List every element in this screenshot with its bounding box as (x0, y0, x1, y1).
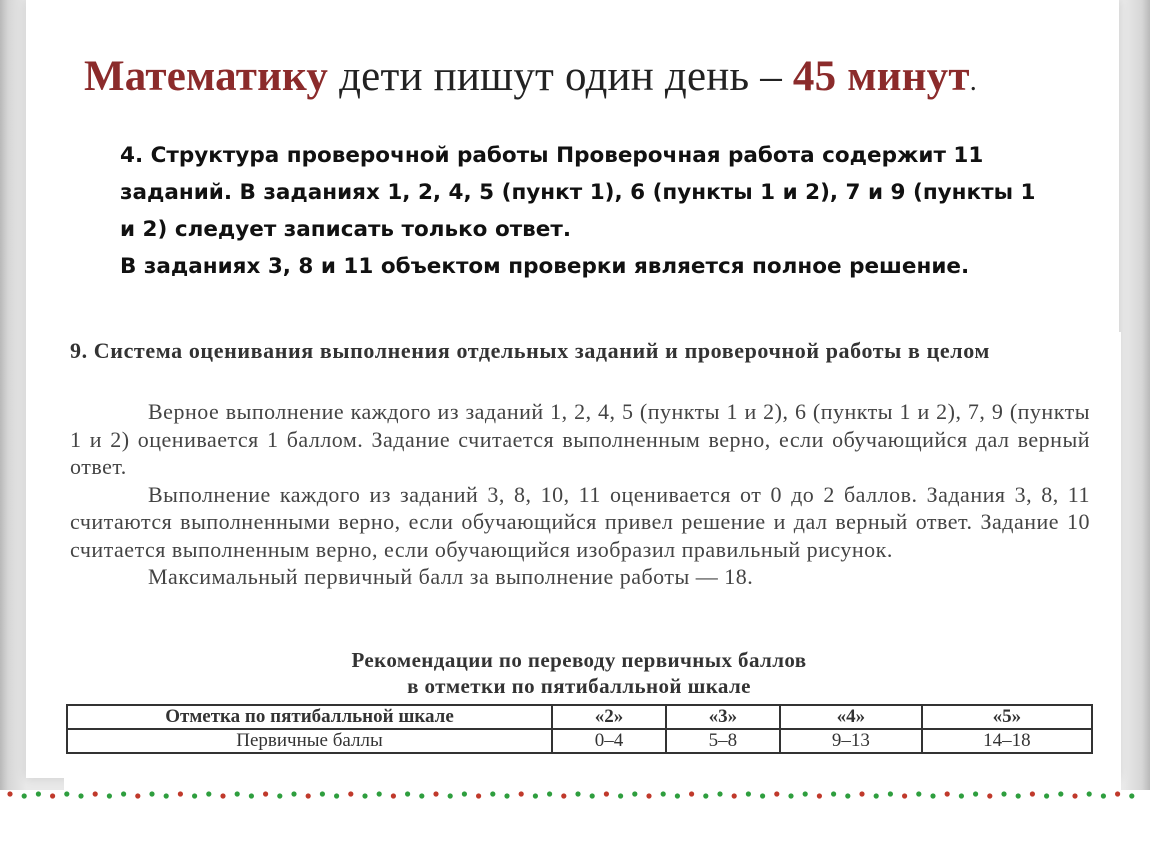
garland-dot (1101, 793, 1106, 798)
garland-dot (618, 793, 623, 798)
dotted-garland-decoration (0, 786, 1150, 802)
garland-dot (107, 793, 112, 798)
garland-dot (504, 793, 509, 798)
title-subject: Математику (84, 53, 329, 100)
title-duration: 45 минут (792, 53, 970, 100)
section-paragraph-1: Верное выполнение каждого из заданий 1, 2, 4, 5 (пункты 1 и 2), 6 (пункты 1 и 2), 7, 9 (пункты 1 и 2) оценивается 1 баллом. Задание считается выполненным верно, если обучающийся дал верный ответ. (70, 399, 1090, 479)
garland-dot (405, 791, 410, 796)
garland-dot (561, 793, 566, 798)
garland-dot (320, 791, 325, 796)
garland-dot (774, 791, 779, 796)
row-cell-range-4: 9–13 (780, 729, 922, 753)
garland-dot (36, 791, 41, 796)
garland-dot (604, 791, 609, 796)
garland-dot (135, 793, 140, 798)
garland-dot (732, 793, 737, 798)
garland-dot (661, 791, 666, 796)
garland-dot (916, 791, 921, 796)
garland-dot (1058, 791, 1063, 796)
garland-dot (817, 793, 822, 798)
garland-dot (973, 791, 978, 796)
slide-title (84, 52, 1124, 101)
garland-dot (1072, 793, 1077, 798)
garland-dot (1129, 793, 1134, 798)
section-body (70, 398, 1090, 591)
garland-dot (717, 791, 722, 796)
section-paragraph-2: Выполнение каждого из заданий 3, 8, 10, 11 оценивается от 0 до 2 баллов. Задания 3, 8, 11 считаются выполненными верно, если обучающийся привел решение и дал верный ответ. Задание 10 считается выполненным верно, если обучающийся изобразил правильный рисунок. (70, 481, 1090, 562)
garland-dot (1016, 793, 1021, 798)
garland-dot (178, 791, 183, 796)
garland-dot (277, 793, 282, 798)
garland-dot (533, 793, 538, 798)
garland-dot (78, 793, 83, 798)
garland-dot (490, 791, 495, 796)
row-cell-range-5: 14–18 (922, 729, 1092, 753)
garland-dot (362, 793, 367, 798)
table-header-row (67, 705, 1092, 729)
garland-dot (902, 793, 907, 798)
garland-dot (249, 793, 254, 798)
garland-dot (235, 791, 240, 796)
table-row (67, 729, 1092, 753)
garland-dot (1087, 791, 1092, 796)
garland-dot (1044, 793, 1049, 798)
garland-dot (334, 793, 339, 798)
garland-dot (888, 791, 893, 796)
header-cell-grade-4: «4» (780, 705, 922, 729)
garland-dot (64, 791, 69, 796)
garland-dot (391, 793, 396, 798)
garland-dot (859, 791, 864, 796)
garland-dot (433, 791, 438, 796)
garland-dot (206, 791, 211, 796)
garland-dot (149, 791, 154, 796)
garland-dot (476, 793, 481, 798)
garland-dot (306, 793, 311, 798)
section-heading: 9. Система оценивания выполнения отдельных заданий и проверочной работы в целом (70, 338, 990, 363)
garland-dot (348, 791, 353, 796)
title-period: . (969, 66, 977, 97)
table-caption (64, 647, 1094, 699)
garland-dot (831, 791, 836, 796)
garland-dot (760, 793, 765, 798)
garland-dot (575, 791, 580, 796)
row-cell-range-2: 0–4 (552, 729, 666, 753)
garland-dot (50, 793, 55, 798)
garland-dot (746, 791, 751, 796)
garland-dot (93, 791, 98, 796)
garland-dot (263, 791, 268, 796)
garland-dot (646, 793, 651, 798)
garland-dot (590, 793, 595, 798)
garland-dot (377, 791, 382, 796)
row-cell-range-3: 5–8 (666, 729, 780, 753)
garland-dot (164, 793, 169, 798)
garland-dot (519, 791, 524, 796)
garland-dot (7, 791, 12, 796)
garland-dot (632, 791, 637, 796)
garland-dot (675, 793, 680, 798)
garland-dot (547, 791, 552, 796)
document-excerpt (64, 332, 1121, 790)
garland-dot (1115, 791, 1120, 796)
section-paragraph-3: Максимальный первичный балл за выполнение работы — 18. (148, 564, 754, 589)
garland-dot (1030, 791, 1035, 796)
garland-dot (1001, 791, 1006, 796)
table-caption-line-1: Рекомендации по переводу первичных баллов (351, 648, 807, 672)
garland-dot (291, 791, 296, 796)
garland-dot (987, 793, 992, 798)
garland-dot (192, 793, 197, 798)
header-cell-grade-5: «5» (922, 705, 1092, 729)
garland-dot (874, 793, 879, 798)
garland-dot (959, 793, 964, 798)
garland-dot (462, 791, 467, 796)
garland-dot (448, 793, 453, 798)
garland-dot (803, 791, 808, 796)
intro-paragraph-full-solution: В заданиях 3, 8 и 11 объектом проверки является полное решение. (120, 254, 970, 279)
garland-dot (930, 793, 935, 798)
garland-dot (845, 793, 850, 798)
row-cell-primary-score: Первичные баллы (67, 729, 552, 753)
garland-dot (945, 791, 950, 796)
intro-paragraph-structure: 4. Структура проверочной работы Проверочная работа содержит 11 заданий. В заданиях 1, 2, 4, 5 (пункт 1), 6 (пункты 1 и 2), 7 и 9 (пункты 1 и 2) следует записать только ответ. (120, 143, 1036, 242)
header-cell-grade-2: «2» (552, 705, 666, 729)
garland-dot (419, 793, 424, 798)
title-middle: дети пишут один день – (328, 53, 793, 100)
garland-dot (220, 793, 225, 798)
header-cell-scale: Отметка по пятибалльной шкале (67, 705, 552, 729)
table-caption-line-2: в отметки по пятибалльной шкале (407, 674, 751, 698)
grades-table (66, 704, 1093, 754)
garland-dot (788, 793, 793, 798)
garland-dot (689, 791, 694, 796)
garland-dot (22, 793, 27, 798)
garland-dot (121, 791, 126, 796)
intro-text (120, 137, 1050, 285)
garland-dot (703, 793, 708, 798)
header-cell-grade-3: «3» (666, 705, 780, 729)
